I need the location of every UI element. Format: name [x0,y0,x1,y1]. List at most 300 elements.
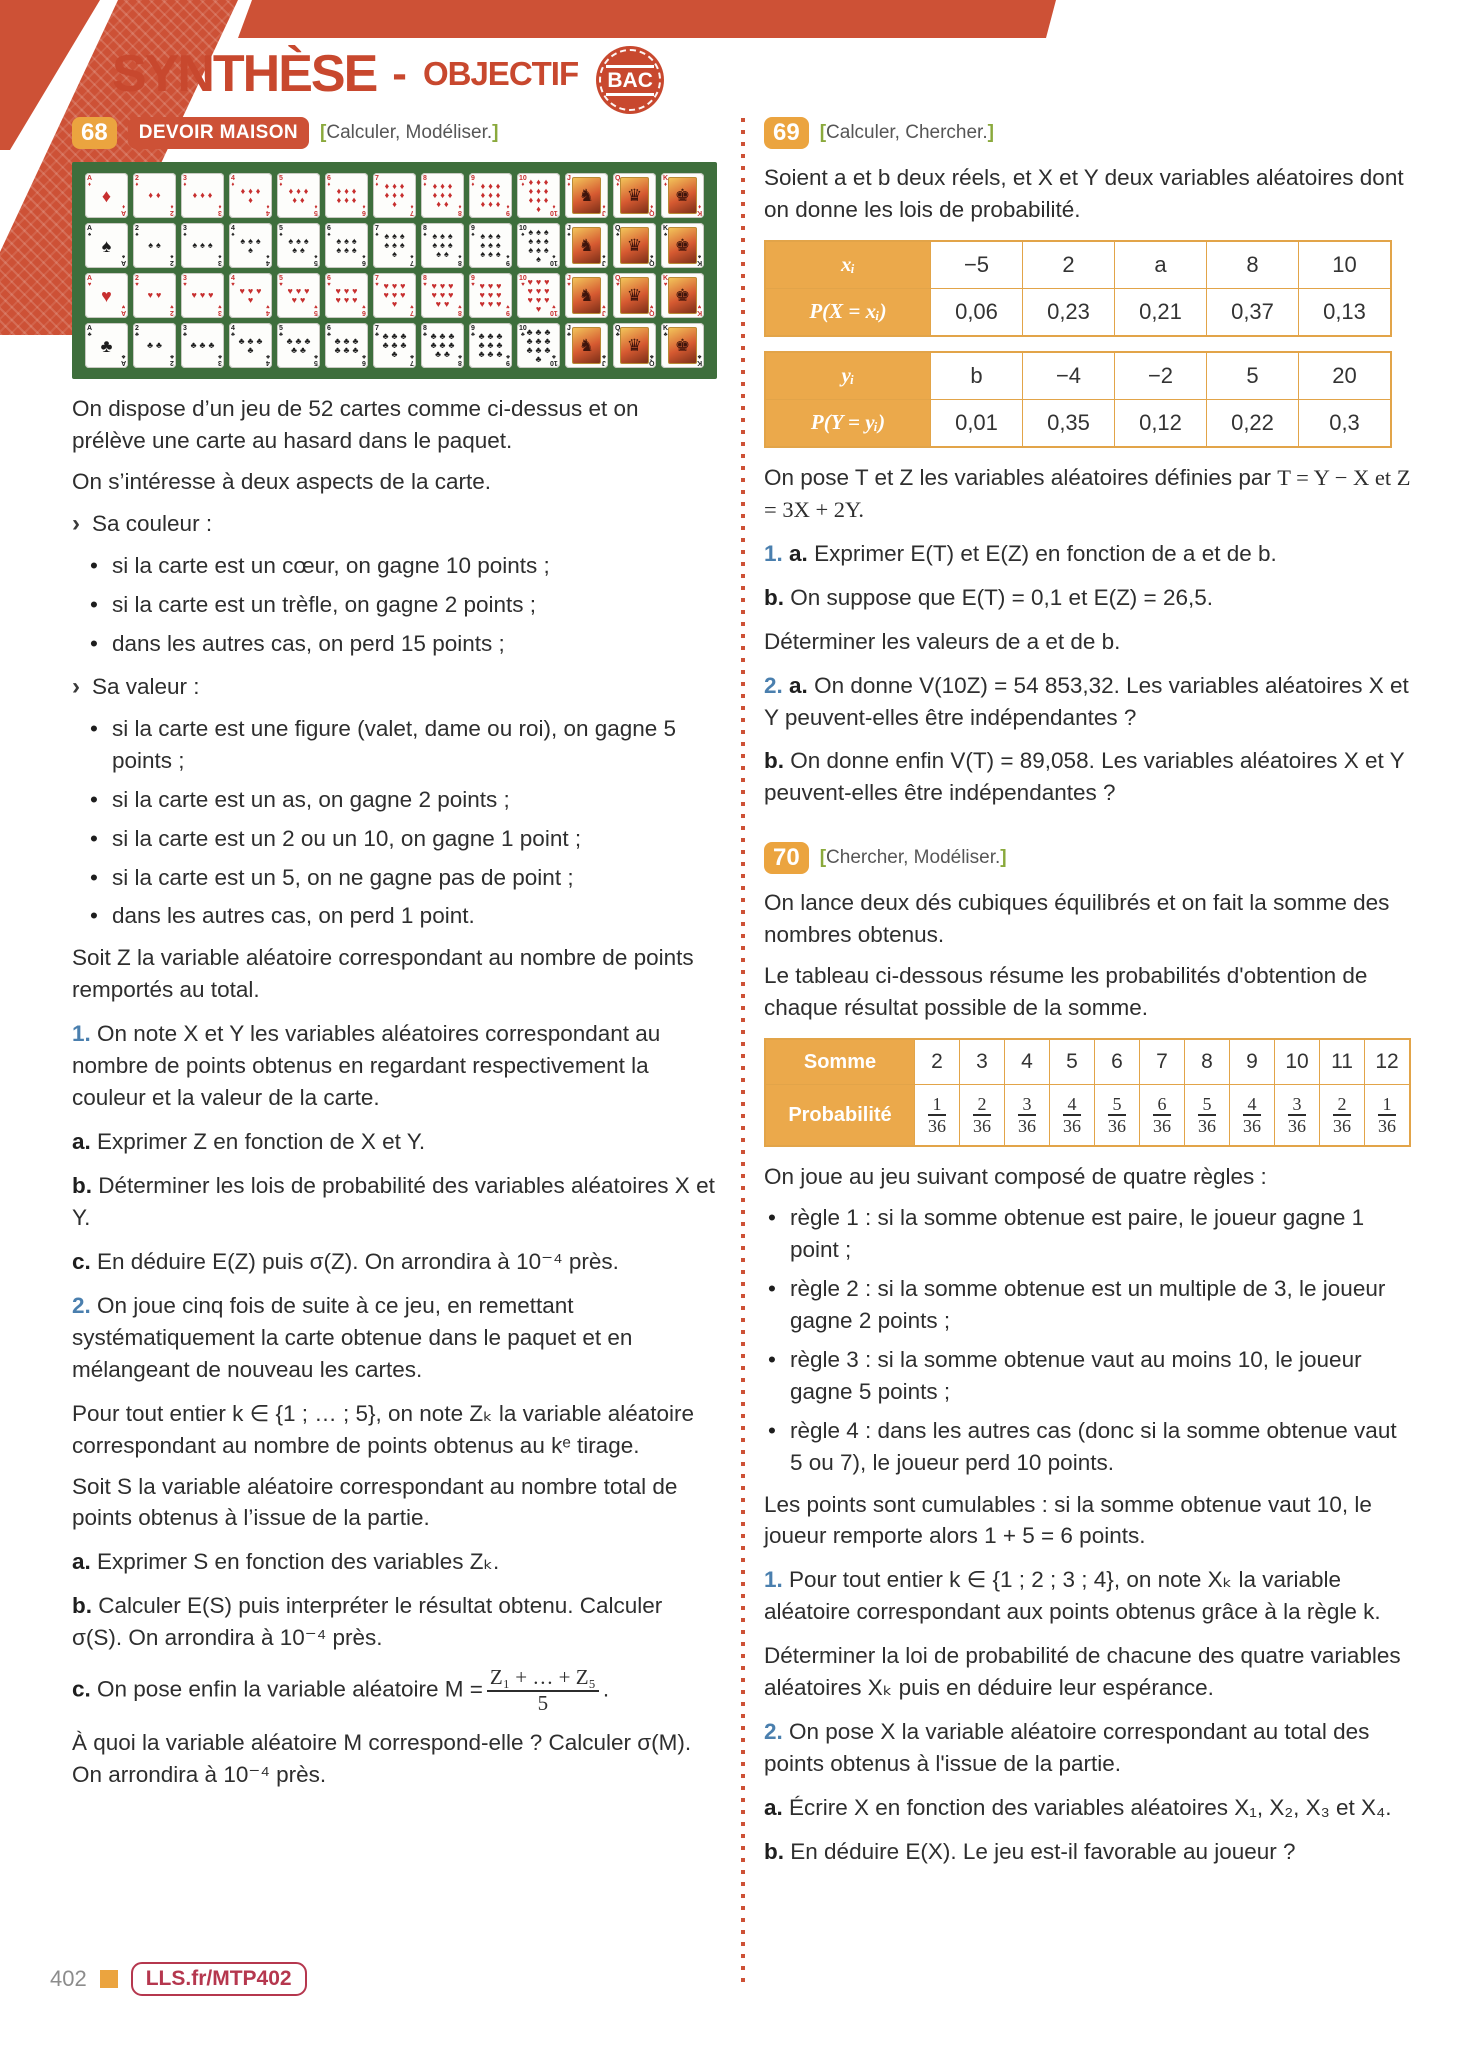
list-item: • si la carte est un as, on gagne 2 points ; [88,784,717,816]
card-corner-index: J ♣ [602,353,606,366]
exercise-69 [764,114,1412,809]
card-corner-index: J ♥ [567,275,571,288]
table-cell: −5 [931,241,1023,289]
table-row-header: P(Y = yᵢ) [765,399,931,447]
card-corner-index: 2 ♥ [135,275,139,288]
list-item: • si la carte est une figure (valet, dame ou roi), on gagne 5 points ; [88,713,717,777]
card-corner-index: J ♦ [567,175,571,188]
table-row [765,1085,1410,1147]
card-corner-index: 6 ♥ [362,303,366,316]
table-cell: 6 [1095,1039,1140,1085]
playing-card [613,323,656,368]
card-corner-index: J ♦ [602,203,606,216]
playing-card [565,173,608,218]
fraction: $\frac{4}{36}$ [1063,1093,1081,1137]
card-corner-index: 10 ♥ [519,275,527,288]
card-pips: ♥ ♥ ♥ ♥ ♥ ♥ ♥ ♥ [431,281,454,309]
card-corner-index: 3 ♥ [183,275,187,288]
table-cell [1140,1085,1185,1147]
card-corner-index: 6 ♠ [362,253,366,266]
card-pips: ♥ ♥ ♥ ♥ ♥ ♥ [335,285,358,305]
exercise-70 [764,839,1412,1868]
card-corner-index: 9 ♥ [471,275,475,288]
bullet-list [88,550,717,660]
card-corner-index: 5 ♣ [314,353,318,366]
bac-stamp-label: BAC [606,65,654,96]
playing-card [517,223,560,268]
question-2a: a. Exprimer S en fonction des variables Zₖ. [72,1549,500,1575]
card-corner-index: 7 ♠ [375,225,379,238]
playing-card [133,273,176,318]
card-corner-index: A ♥ [87,275,93,288]
face-card-artwork: ♞ [572,227,601,264]
card-pips: ♣ ♣ ♣ ♣ ♣ ♣ ♣ ♣ ♣ [478,331,503,359]
paragraph: On joue au jeu suivant composé de quatre règles : [764,1164,1267,1190]
card-pips: ♠ ♠ ♠ ♠ ♠ ♠ ♠ ♠ ♠ ♠ [528,226,549,264]
table-cell [1050,1085,1095,1147]
playing-card [325,173,368,218]
card-corner-index: Q ♥ [615,275,621,288]
fraction: $\frac{3}{36}$ [1018,1093,1036,1137]
card-corner-index: 10 ♥ [550,303,558,316]
card-corner-index: Q ♠ [615,225,621,238]
playing-card [229,173,272,218]
card-row-clubs [85,323,704,368]
chevron-icon: › [72,672,80,700]
card-corner-index: 5 ♦ [279,175,283,188]
question-1a: 1. a. Exprimer E(T) et E(Z) en fonction de a et de b. [764,540,1277,566]
playing-card [517,323,560,368]
playing-card [661,323,704,368]
card-corner-index: 9 ♣ [506,353,510,366]
playing-card [373,273,416,318]
exercise-number-badge: 70 [764,842,809,874]
card-corner-index: 8 ♥ [423,275,427,288]
table-cell: −4 [1023,352,1115,400]
fraction: $\frac{\text{Z₁ + … + Z₅}}{5}$ [487,1666,599,1715]
playing-card [325,223,368,268]
playing-card [181,173,224,218]
exercise-70-header [764,839,1412,877]
card-corner-index: 9 ♠ [506,253,510,266]
playing-card [373,223,416,268]
face-card-artwork: ♛ [620,227,649,264]
card-corner-index: K ♠ [663,225,669,238]
question-2a: a. Écrire X en fonction des variables aléatoires X₁, X₂, X₃ et X₄. [764,1795,1392,1820]
table-cell: 0,21 [1115,288,1207,336]
bac-stamp [596,46,664,114]
card-corner-index: 10 ♠ [519,225,527,238]
card-pips: ♣ ♣ ♣ ♣ ♣ ♣ ♣ ♣ [430,331,455,359]
table-cell: 0,06 [931,288,1023,336]
face-card-artwork: ♚ [668,327,697,364]
card-corner-index: A ♣ [87,325,93,338]
card-corner-index: 3 ♣ [218,353,222,366]
fraction: $\frac{3}{36}$ [1288,1093,1306,1137]
paragraph: Soit S la variable aléatoire correspondant au nombre total de points obtenus à l’issue de la partie. [72,1473,678,1531]
table-cell: a [1115,241,1207,289]
probability-table-x [764,240,1392,337]
card-corner-index: 7 ♠ [410,253,414,266]
playing-card [517,173,560,218]
playing-card [277,223,320,268]
card-corner-index: 6 ♠ [327,225,331,238]
card-corner-index: 3 ♣ [183,325,187,338]
card-corner-index: 4 ♠ [231,225,235,238]
card-corner-index: A ♦ [120,203,126,216]
card-row-spades [85,223,704,268]
paragraph: Déterminer la loi de probabilité de chacune des quatre variables aléatoires Xₖ puis en déduire leur espérance. [764,1643,1401,1701]
card-corner-index: 7 ♣ [375,325,379,338]
intro-paragraph: On lance deux dés cubiques équilibrés et on fait la somme des nombres obtenus. [764,890,1390,948]
card-pips: ♥ ♥ ♥ ♥ [239,285,262,305]
card-corner-index: 2 ♠ [170,253,174,266]
card-corner-index: 10 ♠ [550,253,558,266]
card-corner-index: 9 ♥ [506,303,510,316]
table-cell: 0,23 [1023,288,1115,336]
card-pips: ♣ ♣ ♣ ♣ [238,335,263,355]
card-corner-index: 9 ♦ [506,203,510,216]
devoir-maison-badge: DEVOIR MAISON [128,117,309,149]
face-card-artwork: ♞ [572,177,601,214]
playing-card [469,273,512,318]
face-card-artwork: ♛ [620,177,649,214]
fraction: $\frac{2}{36}$ [973,1093,991,1137]
card-corner-index: Q ♥ [648,303,654,316]
table-cell: 5 [1050,1039,1095,1085]
card-pips: ♦ ♦ ♦ ♦ ♦ ♦ ♦ [384,181,405,209]
playing-card [421,173,464,218]
question-1a: a. Exprimer Z en fonction de X et Y. [72,1129,426,1155]
card-corner-index: 8 ♦ [458,203,462,216]
playing-card [277,173,320,218]
lls-link-badge[interactable]: LLS.fr/MTP402 [131,1962,307,1996]
card-corner-index: 5 ♣ [279,325,283,338]
card-corner-index: 7 ♥ [410,303,414,316]
card-corner-index: 5 ♠ [314,253,318,266]
card-corner-index: A ♠ [87,225,93,238]
playing-card [325,323,368,368]
card-pips: ♦ ♦ ♦ ♦ ♦ ♦ [336,185,357,205]
page-subtitle: OBJECTIF [422,55,579,92]
card-corner-index: K ♦ [696,203,702,216]
face-card-artwork: ♚ [668,177,697,214]
card-corner-index: 4 ♣ [266,353,270,366]
card-pips: ♦ ♦ ♦ ♦ ♦ ♦ ♦ ♦ [432,181,453,209]
paragraph: À quoi la variable aléatoire M correspond-elle ? Calculer σ(M). On arrondira à 10⁻⁴ près. [72,1730,692,1788]
card-corner-index: Q ♣ [648,353,654,366]
table-cell: 2 [915,1039,960,1085]
face-card-artwork: ♚ [668,227,697,264]
card-pips: ♦ ♦ ♦ ♦ ♦ [288,185,309,205]
aspect-title: › Sa couleur : [72,509,213,537]
list-item: • dans les autres cas, on perd 15 points ; [88,628,717,660]
playing-card [133,173,176,218]
card-pips: ♥ ♥ ♥ ♥ ♥ [287,285,310,305]
bullet-list [88,713,717,933]
card-corner-index: 3 ♦ [183,175,187,188]
card-corner-index: 3 ♠ [218,253,222,266]
playing-card [613,173,656,218]
list-item: • règle 2 : si la somme obtenue est un multiple de 3, le joueur gagne 2 points ; [766,1273,1412,1337]
card-pips: ♣ ♣ ♣ ♣ ♣ ♣ ♣ [382,331,407,359]
card-pips: ♣ [100,335,113,356]
table-cell: 8 [1185,1039,1230,1085]
table-cell: 9 [1230,1039,1275,1085]
table-cell [1275,1085,1320,1147]
card-pips: ♥ ♥ ♥ ♥ ♥ ♥ ♥ ♥ ♥ [479,281,502,309]
card-pips: ♠ ♠ ♠ ♠ [240,235,261,255]
card-corner-index: 7 ♦ [375,175,379,188]
card-pips: ♥ [101,285,112,306]
card-corner-index: 2 ♣ [170,353,174,366]
playing-card [85,223,128,268]
dice-sum-probability-table [764,1038,1411,1147]
card-pips: ♣ ♣ ♣ ♣ ♣ ♣ [334,335,359,355]
card-pips: ♥ ♥ ♥ [191,290,214,300]
question-2b: b. En déduire E(X). Le jeu est-il favorable au joueur ? [764,1838,1296,1864]
table-cell: −2 [1115,352,1207,400]
face-card-artwork: ♛ [620,277,649,314]
table-cell: 12 [1365,1039,1411,1085]
paragraph: Soit Z la variable aléatoire correspondant au nombre de points remportés au total. [72,945,694,1003]
playing-card [469,223,512,268]
card-pips: ♠ ♠ ♠ ♠ ♠ [288,235,309,255]
table-cell: 2 [1023,241,1115,289]
fraction: $\frac{1}{36}$ [1378,1093,1396,1137]
card-corner-index: 2 ♠ [135,225,139,238]
playing-card [613,273,656,318]
card-corner-index: 7 ♣ [410,353,414,366]
playing-card [181,223,224,268]
playing-card [85,173,128,218]
card-corner-index: 9 ♠ [471,225,475,238]
card-corner-index: 3 ♦ [218,203,222,216]
competency-tags: [Chercher, Modéliser.] [819,847,1007,869]
card-corner-index: 8 ♦ [423,175,427,188]
paragraph: Pour tout entier k ∈ {1 ; … ; 5}, on note Zₖ la variable aléatoire correspondant au nombre de points obtenus au kᵉ tirage. [72,1400,695,1458]
table-cell: 3 [960,1039,1005,1085]
face-card-artwork: ♚ [668,277,697,314]
playing-card [229,323,272,368]
playing-card [661,273,704,318]
card-corner-index: 7 ♥ [375,275,379,288]
card-pips: ♥ ♥ ♥ ♥ ♥ ♥ ♥ ♥ ♥ ♥ [527,276,550,314]
list-item: • si la carte est un 5, on ne gagne pas de point ; [88,862,717,894]
table-cell [1185,1085,1230,1147]
list-item: • si la carte est un 2 ou un 10, on gagne 1 point ; [88,823,717,855]
playing-card [277,273,320,318]
list-item: • dans les autres cas, on perd 1 point. [88,900,717,932]
card-corner-index: K ♥ [663,275,669,288]
header-band [238,0,1056,38]
question-2: 2. On joue cinq fois de suite à ce jeu, en remettant systématiquement la carte obtenue dans le paquet et en mélangeant de nouveau les cartes. [72,1292,633,1382]
paragraph: On pose T et Z les variables aléatoires définies par T = Y − X et Z = 3X + 2Y. [764,464,1411,522]
card-corner-index: 5 ♠ [279,225,283,238]
card-pips: ♦ ♦ [148,190,161,200]
page-header [112,40,664,108]
table-cell: 10 [1275,1039,1320,1085]
fraction: $\frac{1}{36}$ [928,1093,946,1137]
card-pips: ♥ ♥ ♥ ♥ ♥ ♥ ♥ [383,281,406,309]
competency-tags: [Calculer, Chercher.] [819,122,994,143]
card-corner-index: K ♥ [696,303,702,316]
playing-card [613,223,656,268]
exercise-68-header [72,114,717,152]
chevron-icon: › [72,509,80,537]
table-row [765,288,1391,336]
card-pips: ♦ ♦ ♦ ♦ [240,185,261,205]
rules-list [766,1202,1412,1479]
card-corner-index: 2 ♣ [135,325,139,338]
question-1: 1. Pour tout entier k ∈ {1 ; 2 ; 3 ; 4}, on note Xₖ la variable aléatoire correspondant aux points obtenus grâce à la règle k. [764,1567,1381,1625]
card-corner-index: 5 ♥ [279,275,283,288]
card-corner-index: 6 ♦ [327,175,331,188]
card-corner-index: Q ♣ [615,325,621,338]
intro-paragraph: Le tableau ci-dessous résume les probabilités d'obtention de chaque résultat possible de la somme. [764,963,1368,1021]
table-cell: 0,12 [1115,399,1207,447]
card-deck-image [72,162,717,379]
playing-card [565,273,608,318]
title-dash: - [392,49,407,98]
playing-card [373,323,416,368]
card-corner-index: A ♠ [120,253,126,266]
card-corner-index: 9 ♣ [471,325,475,338]
exercise-69-header [764,114,1412,152]
card-corner-index: 4 ♦ [266,203,270,216]
table-cell [915,1085,960,1147]
question-2: 2. On pose X la variable aléatoire correspondant au total des points obtenus à l'issue de la partie. [764,1719,1370,1777]
playing-card [181,323,224,368]
playing-card [469,323,512,368]
card-pips: ♣ ♣ ♣ ♣ ♣ ♣ ♣ ♣ ♣ ♣ [526,326,551,364]
probability-table-y [764,351,1392,448]
table-cell [1005,1085,1050,1147]
playing-card [565,223,608,268]
table-cell: 0,22 [1207,399,1299,447]
table-cell: 5 [1207,352,1299,400]
card-corner-index: 4 ♦ [231,175,235,188]
right-column [764,114,1412,1880]
card-corner-index: 4 ♥ [266,303,270,316]
table-cell: 10 [1299,241,1392,289]
playing-card [661,173,704,218]
intro-paragraph: On dispose d’un jeu de 52 cartes comme ci-dessus et on prélève une carte au hasard dans le paquet. [72,396,639,453]
card-pips: ♠ [101,235,112,256]
footer-square-icon [100,1970,118,1988]
table-cell [960,1085,1005,1147]
fraction: $\frac{6}{36}$ [1153,1093,1171,1137]
card-corner-index: 6 ♣ [327,325,331,338]
card-corner-index: 5 ♥ [314,303,318,316]
card-corner-index: Q ♠ [648,253,654,266]
card-corner-index: 6 ♣ [362,353,366,366]
card-pips: ♠ ♠ ♠ ♠ ♠ ♠ ♠ ♠ [432,231,453,259]
card-corner-index: 2 ♦ [135,175,139,188]
card-pips: ♠ ♠ ♠ [192,240,213,250]
playing-card [85,323,128,368]
card-corner-index: 8 ♥ [458,303,462,316]
card-corner-index: 8 ♠ [458,253,462,266]
fraction: $\frac{4}{36}$ [1243,1093,1261,1137]
table-cell: 4 [1005,1039,1050,1085]
table-row [765,399,1391,447]
card-corner-index: J ♥ [602,303,606,316]
card-corner-index: 3 ♠ [183,225,187,238]
playing-card [421,223,464,268]
card-corner-index: 3 ♥ [218,303,222,316]
face-card-artwork: ♞ [572,327,601,364]
table-row-header: xᵢ [765,241,931,289]
face-card-artwork: ♛ [620,327,649,364]
card-corner-index: K ♦ [663,175,669,188]
paragraph: Déterminer les valeurs de a et de b. [764,628,1121,654]
table-cell [1365,1085,1411,1147]
card-row-diamonds [85,173,704,218]
card-pips: ♦ ♦ ♦ ♦ ♦ ♦ ♦ ♦ ♦ ♦ [528,176,549,214]
playing-card [421,273,464,318]
card-corner-index: Q ♦ [615,175,621,188]
card-corner-index: 10 ♣ [550,353,558,366]
card-pips: ♣ ♣ [147,340,162,350]
card-corner-index: 2 ♦ [170,203,174,216]
card-corner-index: Q ♦ [648,203,654,216]
table-cell: 0,01 [931,399,1023,447]
card-corner-index: 5 ♦ [314,203,318,216]
card-pips: ♥ ♥ [147,290,162,300]
playing-card [325,273,368,318]
card-corner-index: K ♣ [696,353,702,366]
table-row [765,352,1391,400]
card-pips: ♠ ♠ ♠ ♠ ♠ ♠ [336,235,357,255]
question-2a: 2. a. On donne V(10Z) = 54 853,32. Les variables aléatoires X et Y peuvent-elles être indépendantes ? [764,672,1409,730]
card-corner-index: 8 ♣ [458,353,462,366]
table-cell [1320,1085,1365,1147]
card-corner-index: 9 ♦ [471,175,475,188]
page-footer [50,1962,307,1996]
card-corner-index: 6 ♥ [327,275,331,288]
playing-card [133,223,176,268]
playing-card [85,273,128,318]
question-1b: b. Déterminer les lois de probabilité des variables aléatoires X et Y. [72,1173,715,1230]
card-corner-index: 4 ♥ [231,275,235,288]
card-pips: ♠ ♠ ♠ ♠ ♠ ♠ ♠ [384,231,405,259]
card-pips: ♦ ♦ ♦ ♦ ♦ ♦ ♦ ♦ ♦ [480,181,501,209]
card-pips: ♣ ♣ ♣ [190,340,215,350]
table-cell: 7 [1140,1039,1185,1085]
playing-card [661,223,704,268]
card-corner-index: A ♦ [87,175,93,188]
card-corner-index: 4 ♠ [266,253,270,266]
table-row-header: Probabilité [765,1085,915,1147]
competency-tags: [Calculer, Modéliser.] [320,122,499,143]
playing-card [181,273,224,318]
question-2c-formula: c. On pose enfin la variable aléatoire M = $\frac{\text{Z₁ + … + Z₅}}{5}$ . [72,1665,610,1715]
intro-paragraph: On s’intéresse à deux aspects de la carte. [72,468,491,494]
page-title: SYNTHÈSE [112,45,377,103]
playing-card [517,273,560,318]
table-row-header: yᵢ [765,352,931,400]
table-cell: 8 [1207,241,1299,289]
card-pips: ♦ [101,185,112,206]
table-cell: 0,35 [1023,399,1115,447]
intro-paragraph: Soient a et b deux réels, et X et Y deux variables aléatoires dont on donne les lois de probabilité. [764,165,1404,222]
table-row [765,1039,1410,1085]
card-pips: ♦ ♦ ♦ [192,190,213,200]
list-item: • si la carte est un trèfle, on gagne 2 points ; [88,589,717,621]
card-corner-index: 10 ♣ [519,325,527,338]
playing-card [229,223,272,268]
